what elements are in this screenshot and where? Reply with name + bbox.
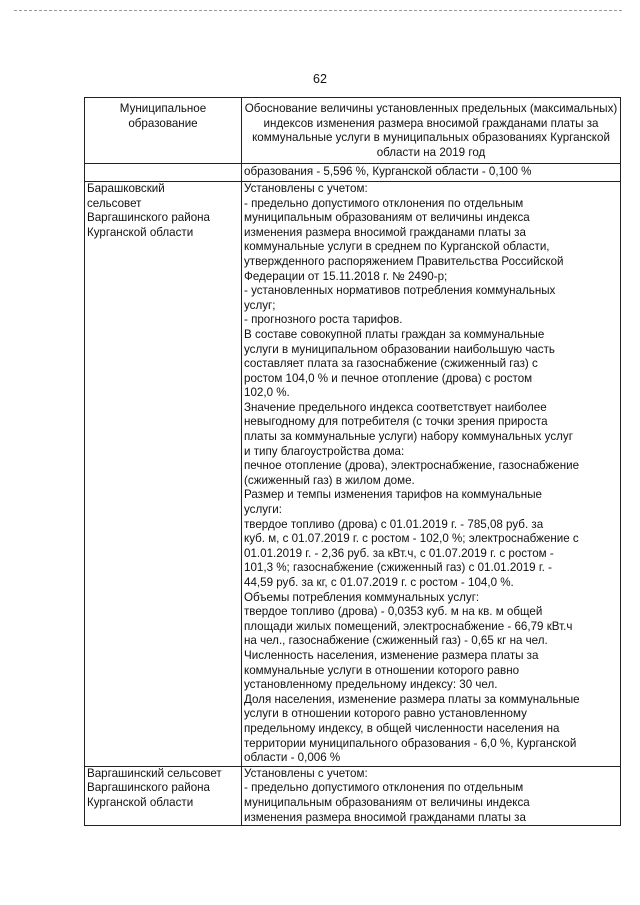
justification-line: утвержденного распоряжением Правительства Российской <box>244 254 564 268</box>
justification-line: установленному предельному индексу: 30 чел. <box>244 678 498 692</box>
justification-line: Установлены с учетом: <box>244 181 368 195</box>
justification-line: Доля населения, изменение размера платы за коммунальные <box>244 692 580 706</box>
justification-line: - прогнозного роста тарифов. <box>244 313 403 327</box>
justification-line: В составе совокупной платы граждан за коммунальные <box>244 327 545 341</box>
justification-line: на чел., газоснабжение (сжиженный газ) - 0,65 кг на чел. <box>244 634 548 648</box>
continuation-right-cell <box>242 164 621 182</box>
justification-line: невыгодному для потребителя (с точки зрения прироста <box>244 415 548 429</box>
justification-line: услуги в муниципальном образовании наибольшую часть <box>244 342 555 356</box>
header-justification <box>242 98 621 164</box>
justification-line: области - 0,006 % <box>244 751 341 765</box>
header-municipality <box>85 98 242 164</box>
page-number: 62 <box>313 72 327 86</box>
continuation-text: образования - 5,596 %, Курганской области - 0,100 % <box>244 165 532 179</box>
justification-line: муниципальным образованиям от величины индекса <box>244 211 530 225</box>
justification-line: Установлены с учетом: <box>244 766 368 780</box>
justification-line: площади жилых помещений, электроснабжение - 66,79 кВт.ч <box>244 619 573 633</box>
continuation-left-cell <box>85 164 242 182</box>
justification-line: - предельно допустимого отклонения по отдельным <box>244 196 524 210</box>
justification-line: 44,59 руб. за кг, с 01.07.2019 г. с ростом - 104,0 %. <box>244 576 514 589</box>
justification-line: (сжиженный газ) в жилом доме. <box>244 473 415 487</box>
justification-line: составляет плата за газоснабжение (сжиженный газ) с <box>244 357 538 371</box>
header-municipality-label: Муниципальное образование <box>119 102 207 130</box>
table-row <box>85 181 621 766</box>
row-municipality-name: Варгашинский сельсовет Варгашинского района Курганской области <box>87 766 222 809</box>
row-justification-cell <box>242 766 621 825</box>
justification-line: услуги: <box>244 503 282 517</box>
justification-line: куб. м, с 01.07.2019 г. с ростом - 102,0 %; электроснабжение с <box>244 532 579 546</box>
justification-line: коммунальные услуги в отношении которого равно <box>244 663 520 677</box>
justification-line: и типу благоустройства дома: <box>244 444 405 458</box>
scan-top-edge <box>14 10 622 11</box>
justification-line: Объемы потребления коммунальных услуг: <box>244 590 480 604</box>
tariff-index-table <box>84 97 621 826</box>
justification-line: платы за коммунальные услуги) набору коммунальных услуг <box>244 430 573 444</box>
row-municipality-cell <box>85 181 242 766</box>
table-header-row <box>85 98 621 164</box>
justification-line: услуг; <box>244 298 276 312</box>
justification-line: 01.01.2019 г. - 2,36 руб. за кВт.ч, с 01.07.2019 г. с ростом - <box>244 546 554 560</box>
justification-line: ростом 104,0 % и печное отопление (дрова) с ростом <box>244 371 533 385</box>
continuation-row <box>85 164 621 182</box>
header-justification-label: Обоснование величины установленных предельных (максимальных) индексов изменения размера вносимой гражданами платы за коммунальные услуги в муниципальных образованиях Курганской области на 2019 год <box>244 102 618 159</box>
justification-line: услуги в отношении которого равно установленному <box>244 707 527 721</box>
justification-line: Значение предельного индекса соответствует наиболее <box>244 400 547 414</box>
justification-line: территории муниципального образования - 6,0 %, Курганской <box>244 736 577 750</box>
row-justification-text <box>244 767 618 825</box>
row-justification-cell <box>242 181 621 766</box>
justification-line: предельному индексу, в общей численности населения на <box>244 721 560 735</box>
table-row <box>85 766 621 825</box>
justification-line: изменения размера вносимой гражданами платы за <box>244 225 526 239</box>
justification-line: твердое топливо (дрова) с 01.01.2019 г. - 785,08 руб. за <box>244 517 544 531</box>
justification-line: - установленных нормативов потребления коммунальных <box>244 284 556 298</box>
justification-line: 102,0 %. <box>244 386 290 400</box>
row-municipality-name: Барашковский сельсовет Варгашинского района Курганской области <box>87 181 210 239</box>
justification-line: муниципальным образованиям от величины индекса <box>244 795 530 809</box>
justification-line: Федерации от 15.11.2018 г. № 2490-р; <box>244 269 448 283</box>
row-justification-text <box>244 182 618 766</box>
justification-line: печное отопление (дрова), электроснабжение, газоснабжение <box>244 459 580 473</box>
justification-line: Численность населения, изменение размера платы за <box>244 648 539 662</box>
justification-line: изменения размера вносимой гражданами платы за <box>244 810 526 824</box>
justification-line: коммунальные услуги в среднем по Курганской области, <box>244 240 550 254</box>
justification-line: - предельно допустимого отклонения по отдельным <box>244 781 524 795</box>
justification-line: 101,3 %; газоснабжение (сжиженный газ) с 01.01.2019 г. - <box>244 561 552 575</box>
justification-line: твердое топливо (дрова) - 0,0353 куб. м на кв. м общей <box>244 605 543 619</box>
justification-line: Размер и темпы изменения тарифов на коммунальные <box>244 488 542 502</box>
row-municipality-cell <box>85 766 242 825</box>
